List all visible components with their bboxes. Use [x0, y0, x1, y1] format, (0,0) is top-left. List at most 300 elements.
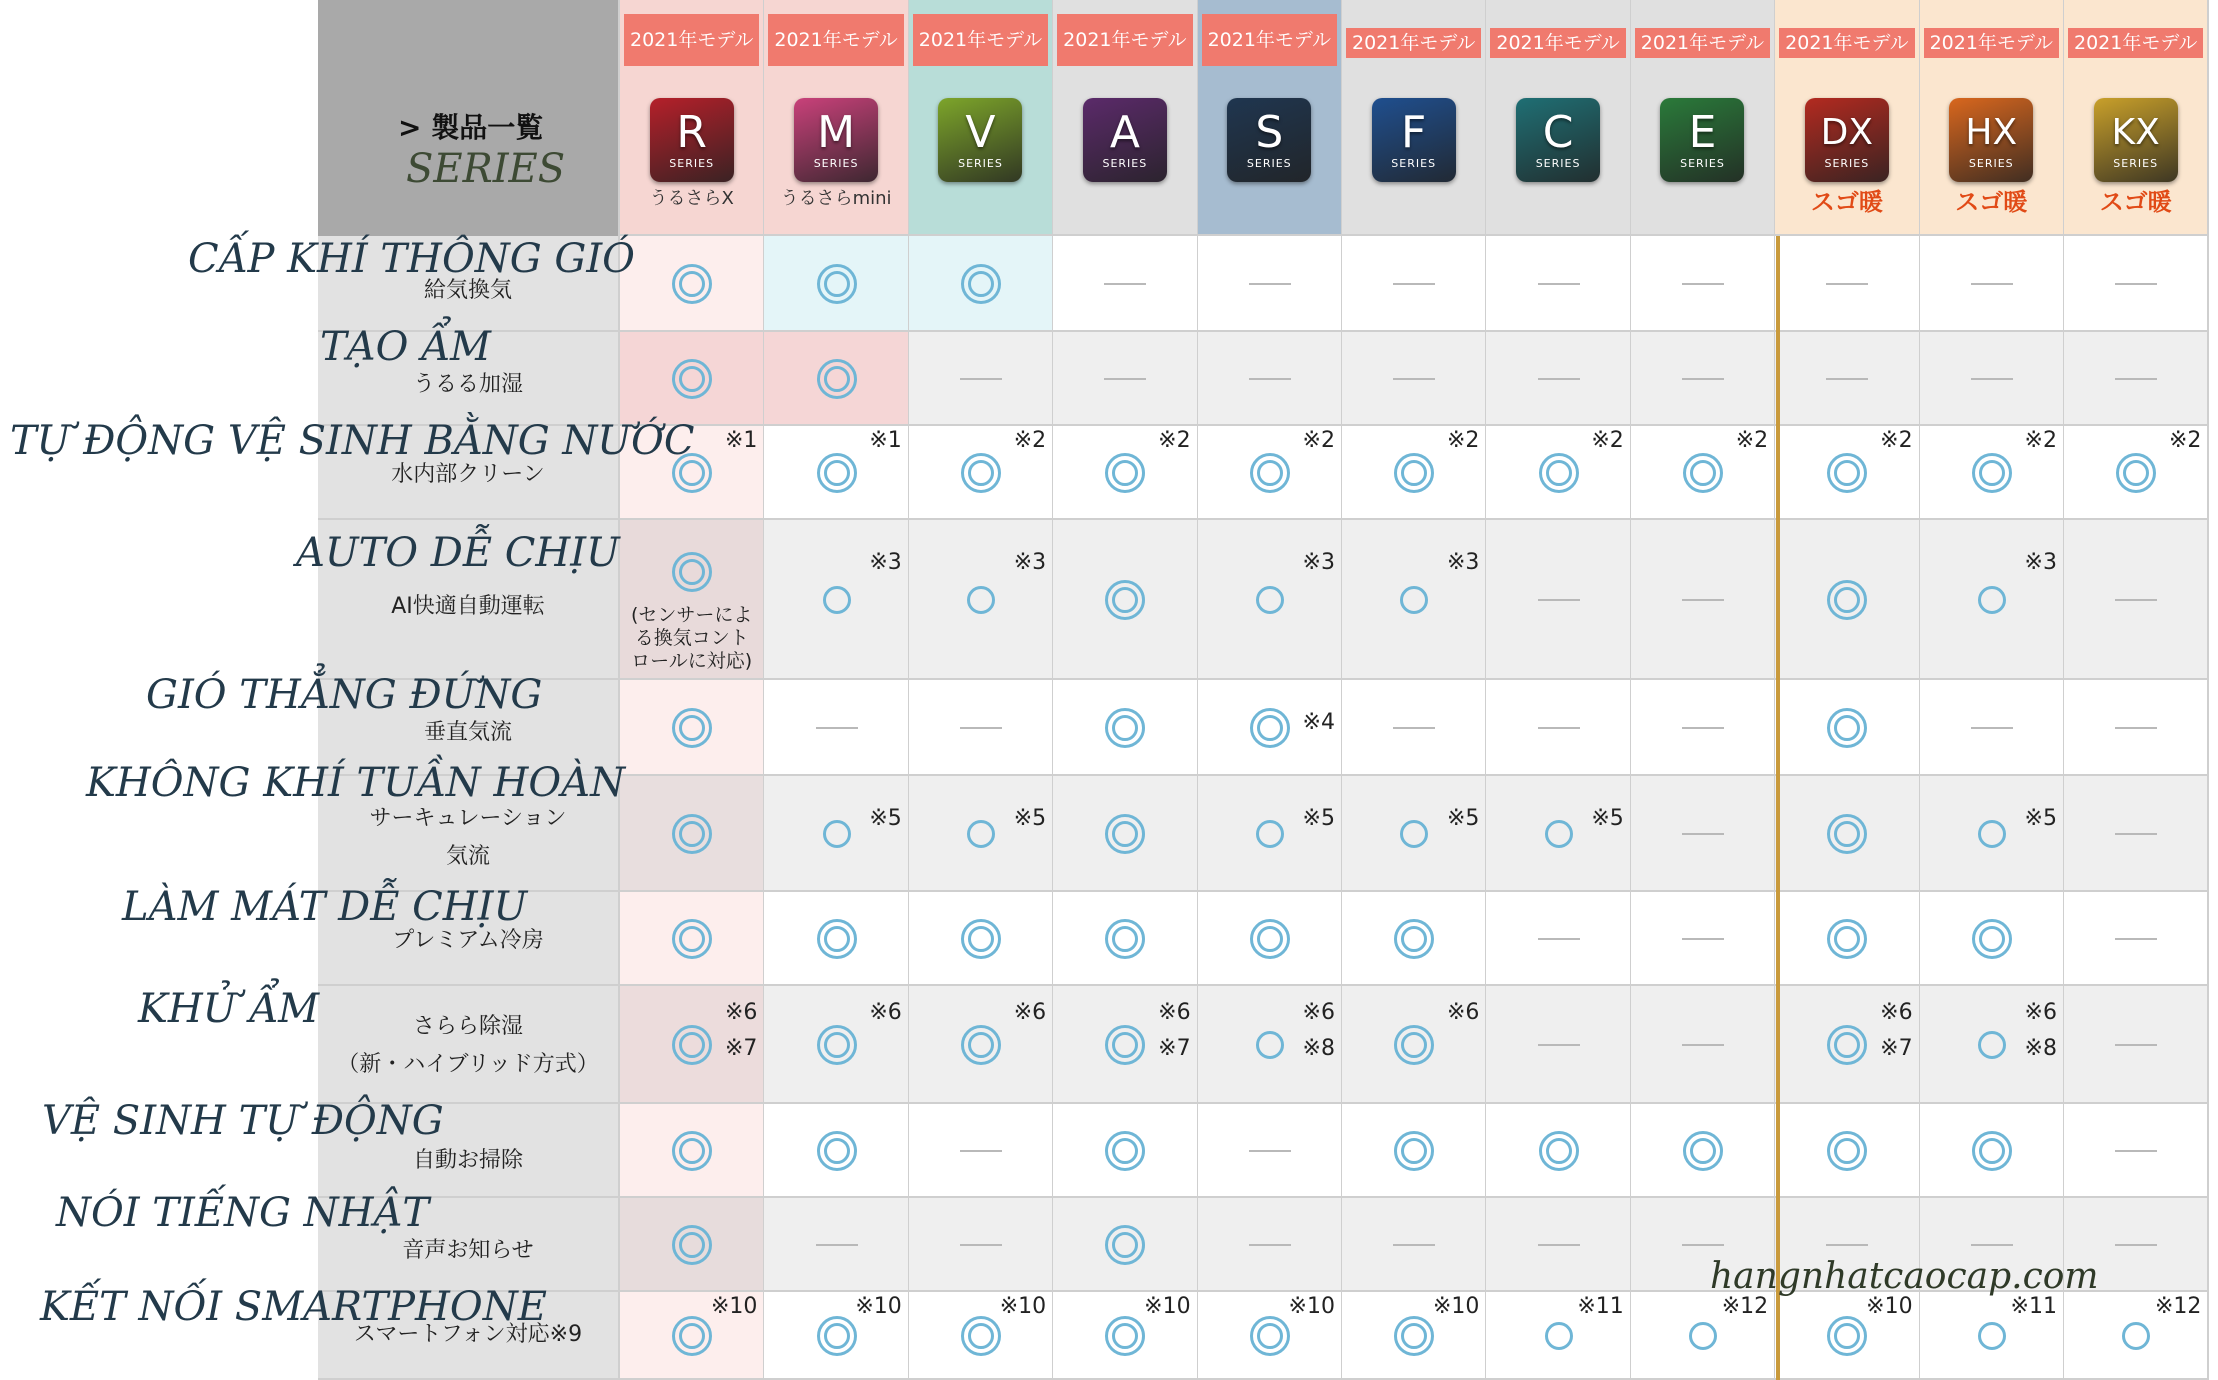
dash-icon [1826, 1244, 1868, 1246]
feature-cell [1053, 892, 1198, 986]
double-circle-icon [961, 453, 1001, 493]
double-circle-icon [672, 814, 712, 854]
double-circle-icon [961, 919, 1001, 959]
double-circle-icon [1539, 1131, 1579, 1171]
feature-cell [764, 680, 909, 776]
feature-cell [1342, 892, 1487, 986]
feature-cell [1486, 986, 1631, 1104]
feature-cell [1342, 776, 1487, 892]
series-logo-f[interactable] [1372, 98, 1456, 182]
dash-icon [1393, 1244, 1435, 1246]
feature-cell [1342, 1292, 1487, 1380]
series-logo-v[interactable] [938, 98, 1022, 182]
feature-cell [1920, 1104, 2065, 1198]
double-circle-icon [1105, 1025, 1145, 1065]
circle-icon [967, 820, 995, 848]
circle-icon [967, 586, 995, 614]
dash-icon [1393, 283, 1435, 285]
feature-cell [1631, 332, 1776, 426]
feature-name-vn: KHỬ ẨM [138, 986, 320, 1032]
double-circle-icon [1250, 708, 1290, 748]
model-year-badge: 2021年モデル [1202, 14, 1337, 66]
feature-cell [909, 986, 1054, 1104]
column-header-s[interactable] [1198, 0, 1343, 236]
circle-icon [1400, 820, 1428, 848]
feature-cell [1631, 1104, 1776, 1198]
feature-cell [909, 520, 1054, 680]
feature-cell [909, 892, 1054, 986]
feature-cell [764, 776, 909, 892]
feature-name-jp: 気流 [445, 844, 490, 869]
dash-icon [1682, 1044, 1724, 1046]
series-caption: SERIES [1680, 156, 1725, 170]
feature-note-line: る換気コント [634, 627, 749, 649]
circle-icon [1978, 820, 2006, 848]
circle-icon [1400, 586, 1428, 614]
series-subtitle: うるさらmini [780, 188, 892, 209]
feature-name-vn: KHÔNG KHÍ TUẦN HOÀN [86, 760, 626, 806]
footnote-mark: ※3 [1013, 550, 1047, 575]
dash-icon [960, 378, 1002, 380]
footnote-mark: ※6 [1880, 1000, 1913, 1025]
footnote-mark: ※2 [1158, 428, 1191, 453]
series-caption: SERIES [669, 156, 715, 170]
feature-name-vn: AUTO DỄ CHỊU [296, 530, 620, 576]
feature-name-jp: 自動お掃除 [412, 1148, 523, 1173]
dash-icon [1826, 378, 1868, 380]
footnote-mark: ※2 [1735, 428, 1769, 453]
feature-cell [764, 892, 909, 986]
double-circle-icon [817, 1316, 857, 1356]
double-circle-icon [672, 1225, 712, 1265]
feature-label-row [318, 986, 620, 1104]
double-circle-icon [1539, 453, 1579, 493]
footnote-mark: ※7 [1158, 1036, 1191, 1061]
series-logo-c[interactable] [1516, 98, 1600, 182]
model-year-badge: 2021年モデル [2068, 28, 2203, 58]
feature-cell [1053, 776, 1198, 892]
feature-cell [1631, 1292, 1776, 1380]
double-circle-icon [672, 264, 712, 304]
feature-cell [620, 776, 765, 892]
feature-cell [1631, 776, 1776, 892]
feature-cell [1920, 776, 2065, 892]
footnote-mark: ※10 [710, 1294, 758, 1319]
dash-icon [816, 1244, 858, 1246]
footnote-mark: ※11 [1577, 1294, 1624, 1319]
feature-cell [2064, 426, 2209, 520]
feature-cell [1198, 986, 1343, 1104]
circle-icon [1978, 1031, 2006, 1059]
series-letter: A [1109, 106, 1140, 158]
dash-icon [1538, 1044, 1580, 1046]
dash-icon [1104, 378, 1146, 380]
double-circle-icon [672, 1025, 712, 1065]
feature-name-jp: スマートフォン対応※9 [353, 1322, 583, 1347]
footnote-mark: ※10 [855, 1294, 902, 1319]
feature-cell [2064, 236, 2209, 332]
series-letter: C [1542, 106, 1574, 158]
feature-cell [909, 1198, 1054, 1292]
footnote-mark: ※5 [1446, 806, 1480, 831]
feature-cell [764, 520, 909, 680]
feature-cell [909, 332, 1054, 426]
footnote-mark: ※8 [1302, 1036, 1335, 1061]
dash-icon [1682, 378, 1724, 380]
feature-name-jp: サーキュレーション [369, 806, 567, 831]
footnote-mark: ※12 [2154, 1294, 2202, 1319]
dash-icon [2115, 1150, 2157, 1152]
feature-cell [1775, 892, 1920, 986]
feature-cell [1775, 520, 1920, 680]
feature-cell [1053, 680, 1198, 776]
dash-icon [816, 727, 858, 729]
double-circle-icon [817, 264, 857, 304]
feature-name-vn: VỆ SINH TỰ ĐỘNG [42, 1098, 444, 1144]
feature-cell [1342, 680, 1487, 776]
footnote-mark: ※10 [999, 1294, 1047, 1319]
model-year-badge: 2021年モデル [768, 14, 903, 66]
double-circle-icon [1827, 580, 1867, 620]
feature-cell [2064, 332, 2209, 426]
feature-cell [1342, 986, 1487, 1104]
dash-icon [1249, 283, 1291, 285]
double-circle-icon [1827, 1316, 1867, 1356]
series-logo-r[interactable] [650, 98, 734, 182]
feature-cell [1920, 986, 2065, 1104]
feature-cell [1775, 332, 1920, 426]
dash-icon [2115, 833, 2157, 835]
feature-cell [1198, 520, 1343, 680]
feature-cell [1631, 680, 1776, 776]
double-circle-icon [672, 359, 712, 399]
series-logo-hx[interactable] [1949, 98, 2033, 182]
circle-icon [1978, 1322, 2006, 1350]
feature-name-vn: TỰ ĐỘNG VỆ SINH BẰNG NƯỚC [10, 418, 695, 464]
column-header-a[interactable] [1053, 0, 1198, 236]
footnote-mark: ※2 [2168, 428, 2202, 453]
footnote-mark: ※8 [2024, 1036, 2057, 1061]
feature-note-line: (センサーによ [630, 604, 753, 626]
double-circle-icon [1105, 453, 1145, 493]
series-logo-e[interactable] [1660, 98, 1744, 182]
feature-cell [620, 986, 765, 1104]
footnote-mark: ※12 [1721, 1294, 1769, 1319]
feature-cell [2064, 520, 2209, 680]
double-circle-icon [1105, 1225, 1145, 1265]
feature-note [620, 604, 763, 673]
feature-cell [1631, 986, 1776, 1104]
series-caption: SERIES [1968, 156, 2014, 170]
double-circle-icon [1105, 814, 1145, 854]
series-caption: SERIES [813, 156, 859, 170]
dash-icon [960, 727, 1002, 729]
dash-icon [1393, 378, 1435, 380]
feature-name-jp: AI快適自動運転 [391, 594, 545, 619]
feature-name-jp: 垂直気流 [423, 720, 512, 745]
model-year-badge: 2021年モデル [1490, 28, 1625, 58]
feature-cell [1198, 892, 1343, 986]
series-caption: SERIES [1102, 156, 1148, 170]
product-list-link[interactable]: > 製品一覧 [398, 111, 544, 144]
series-letter: R [676, 106, 707, 158]
dash-icon [1682, 727, 1724, 729]
feature-cell [1342, 1104, 1487, 1198]
dash-icon [1682, 833, 1724, 835]
footnote-mark: ※11 [2010, 1294, 2057, 1319]
footnote-mark: ※2 [1591, 428, 1624, 453]
circle-icon [1689, 1322, 1717, 1350]
circle-icon [2122, 1322, 2150, 1350]
double-circle-icon [1394, 1131, 1434, 1171]
header-corner [318, 0, 620, 236]
feature-cell [909, 1292, 1054, 1380]
double-circle-icon [817, 919, 857, 959]
dash-icon [1538, 938, 1580, 940]
feature-name-jp: うるる加湿 [412, 372, 523, 397]
series-letter: HX [1965, 111, 2018, 153]
footnote-mark: ※3 [2024, 550, 2057, 575]
model-year-badge: 2021年モデル [624, 14, 759, 66]
column-header-v[interactable] [909, 0, 1054, 236]
feature-cell [1486, 426, 1631, 520]
double-circle-icon [1683, 1131, 1723, 1171]
dash-icon [1971, 1244, 2013, 1246]
feature-cell [764, 426, 909, 520]
column-header-e[interactable] [1631, 0, 1776, 236]
double-circle-icon [672, 552, 712, 592]
footnote-mark: ※6 [869, 1000, 902, 1025]
double-circle-icon [1105, 1316, 1145, 1356]
column-header-r[interactable] [620, 0, 765, 236]
double-circle-icon [1105, 1131, 1145, 1171]
dash-icon [1249, 1150, 1291, 1152]
double-circle-icon [1105, 919, 1145, 959]
double-circle-icon [1972, 453, 2012, 493]
feature-cell [1198, 426, 1343, 520]
feature-cell [1775, 986, 1920, 1104]
column-header-dx[interactable] [1775, 0, 1920, 236]
series-caption: SERIES [1535, 156, 1581, 170]
series-letter: DX [1820, 111, 1874, 153]
series-logo-kx[interactable] [2094, 98, 2178, 182]
feature-cell [1631, 520, 1776, 680]
feature-cell [1631, 236, 1776, 332]
double-circle-icon [1394, 1316, 1434, 1356]
feature-cell [1198, 1292, 1343, 1380]
column-header-hx[interactable] [1920, 0, 2065, 236]
dash-icon [1682, 283, 1724, 285]
double-circle-icon [961, 264, 1001, 304]
double-circle-icon [1827, 814, 1867, 854]
feature-cell [1775, 236, 1920, 332]
footnote-mark: ※10 [1144, 1294, 1191, 1319]
feature-name-jp: 水内部クリーン [391, 462, 545, 487]
double-circle-icon [1827, 919, 1867, 959]
model-year-badge: 2021年モデル [913, 14, 1048, 66]
feature-cell [1342, 520, 1487, 680]
circle-icon [823, 820, 851, 848]
double-circle-icon [1250, 1316, 1290, 1356]
feature-cell [1920, 332, 2065, 426]
feature-cell [1486, 520, 1631, 680]
feature-cell [1053, 520, 1198, 680]
feature-cell [1053, 236, 1198, 332]
footnote-mark: ※2 [1446, 428, 1480, 453]
feature-cell [2064, 1292, 2209, 1380]
feature-name-jp: さらら除湿 [412, 1014, 523, 1039]
footnote-mark: ※2 [2024, 428, 2057, 453]
series-heading: SERIES [406, 146, 566, 192]
double-circle-icon [1394, 1025, 1434, 1065]
feature-cell [620, 1104, 765, 1198]
dash-icon [1971, 727, 2013, 729]
feature-cell [1053, 1104, 1198, 1198]
series-caption: SERIES [1824, 156, 1870, 170]
dash-icon [1682, 938, 1724, 940]
feature-cell [1342, 1198, 1487, 1292]
series-subtitle: うるさらX [649, 188, 734, 209]
feature-cell [764, 332, 909, 426]
feature-cell [2064, 1104, 2209, 1198]
feature-cell [1342, 426, 1487, 520]
dash-icon [1682, 1244, 1724, 1246]
feature-name-vn: TẠO ẨM [320, 324, 491, 370]
series-letter: V [965, 106, 996, 158]
footnote-mark: ※5 [2024, 806, 2057, 831]
footnote-mark: ※6 [1446, 1000, 1480, 1025]
feature-cell [1198, 776, 1343, 892]
feature-cell [2064, 986, 2209, 1104]
feature-cell [620, 1292, 765, 1380]
footnote-mark: ※2 [1302, 428, 1335, 453]
feature-cell [620, 680, 765, 776]
footnote-mark: ※10 [1432, 1294, 1480, 1319]
footnote-mark: ※5 [869, 806, 902, 831]
feature-cell [1920, 680, 2065, 776]
series-logo-m[interactable] [794, 98, 878, 182]
feature-cell [1775, 680, 1920, 776]
model-year-badge: 2021年モデル [1924, 28, 2059, 58]
feature-cell [1198, 1104, 1343, 1198]
dash-icon [2115, 283, 2157, 285]
feature-cell [1342, 236, 1487, 332]
dash-icon [1538, 599, 1580, 601]
double-circle-icon [672, 708, 712, 748]
feature-cell [764, 236, 909, 332]
series-subtitle: スゴ暖 [1810, 188, 1883, 216]
footnote-mark: ※5 [1302, 806, 1335, 831]
double-circle-icon [1105, 708, 1145, 748]
feature-cell [1920, 1292, 2065, 1380]
dash-icon [1682, 599, 1724, 601]
double-circle-icon [1250, 453, 1290, 493]
column-header-kx[interactable] [2064, 0, 2209, 236]
feature-cell [1053, 332, 1198, 426]
feature-cell [1920, 892, 2065, 986]
model-year-badge: 2021年モデル [1635, 28, 1770, 58]
dash-icon [2115, 727, 2157, 729]
feature-cell [620, 892, 765, 986]
double-circle-icon [1972, 919, 2012, 959]
series-caption: SERIES [1391, 156, 1437, 170]
column-divider [1776, 236, 1780, 1380]
feature-cell [1775, 776, 1920, 892]
series-logo-s[interactable] [1227, 98, 1311, 182]
dash-icon [1393, 727, 1435, 729]
double-circle-icon [672, 1316, 712, 1356]
footnote-mark: ※5 [1591, 806, 1624, 831]
footnote-mark: ※10 [1866, 1294, 1913, 1319]
column-header-f[interactable] [1342, 0, 1487, 236]
double-circle-icon [817, 359, 857, 399]
feature-cell [2064, 680, 2209, 776]
dash-icon [2115, 1044, 2157, 1046]
feature-name-jp: 音声お知らせ [402, 1238, 534, 1263]
feature-note-line: ロールに対応) [631, 650, 753, 672]
dash-icon [1104, 283, 1146, 285]
feature-cell [2064, 892, 2209, 986]
footnote-mark: ※7 [1880, 1036, 1913, 1061]
series-logo-a[interactable] [1083, 98, 1167, 182]
footnote-mark: ※6 [1158, 1000, 1191, 1025]
feature-cell [1198, 332, 1343, 426]
feature-cell [1631, 426, 1776, 520]
footnote-mark: ※1 [724, 428, 758, 453]
series-logo-dx[interactable] [1805, 98, 1889, 182]
feature-name-vn: GIÓ THẲNG ĐỨNG [146, 672, 543, 718]
footnote-mark: ※6 [724, 1000, 758, 1025]
feature-cell [620, 332, 765, 426]
double-circle-icon [1827, 453, 1867, 493]
feature-cell [909, 1104, 1054, 1198]
column-header-m[interactable] [764, 0, 909, 236]
circle-icon [1545, 820, 1573, 848]
model-year-badge: 2021年モデル [1779, 28, 1914, 58]
dash-icon [1971, 378, 2013, 380]
circle-icon [1256, 820, 1284, 848]
feature-cell [1486, 776, 1631, 892]
circle-icon [1256, 1031, 1284, 1059]
feature-cell [1486, 236, 1631, 332]
feature-name-jp: 給気換気 [423, 278, 512, 303]
double-circle-icon [817, 453, 857, 493]
double-circle-icon [1105, 580, 1145, 620]
footnote-mark: ※4 [1302, 710, 1335, 735]
double-circle-icon [1683, 453, 1723, 493]
dash-icon [1538, 1244, 1580, 1246]
feature-cell [1486, 680, 1631, 776]
double-circle-icon [817, 1025, 857, 1065]
series-letter: M [817, 106, 856, 158]
feature-cell [1920, 520, 2065, 680]
feature-cell [909, 426, 1054, 520]
footnote-mark: ※6 [2024, 1000, 2057, 1025]
footnote-mark: ※2 [1013, 428, 1047, 453]
dash-icon [1538, 727, 1580, 729]
column-header-c[interactable] [1486, 0, 1631, 236]
dash-icon [960, 1150, 1002, 1152]
dash-icon [2115, 1244, 2157, 1246]
double-circle-icon [1394, 453, 1434, 493]
footnote-mark: ※3 [1302, 550, 1335, 575]
series-caption: SERIES [1246, 156, 1292, 170]
model-year-badge: 2021年モデル [1346, 28, 1481, 58]
feature-cell [620, 1198, 765, 1292]
feature-cell [764, 1198, 909, 1292]
feature-cell [2064, 776, 2209, 892]
feature-cell [1053, 426, 1198, 520]
